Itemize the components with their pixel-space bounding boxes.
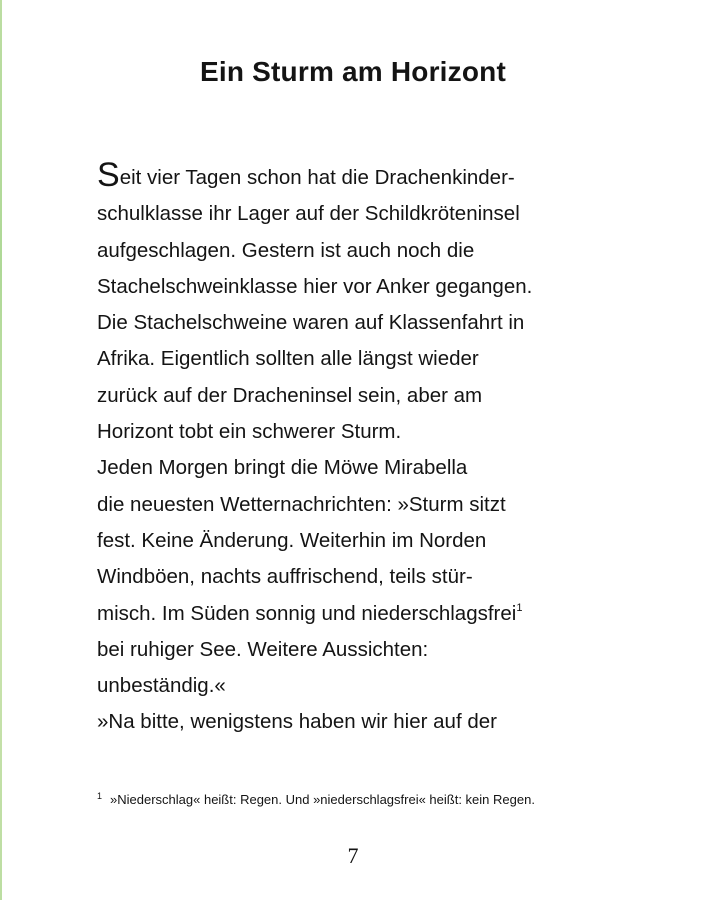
text-line: zurück auf der Dracheninsel sein, aber am — [97, 383, 483, 407]
text-line-content: misch. Im Süden sonnig und niederschlagsfrei — [97, 601, 517, 625]
text-line: schulklasse ihr Lager auf der Schildkröteninsel — [97, 202, 520, 226]
page-edge-strip — [0, 0, 2, 900]
footnote-mark: 1 — [97, 791, 103, 801]
footnote — [97, 791, 657, 807]
text-line: Die Stachelschweine waren auf Klassenfahrt in — [97, 311, 525, 335]
footnote-reference: 1 — [516, 601, 523, 614]
text-line: aufgeschlagen. Gestern ist auch noch die — [97, 238, 475, 262]
text-line: die neuesten Wetternachrichten: »Sturm sitzt — [97, 492, 506, 516]
initial-letter: S — [97, 156, 120, 194]
text-line: unbeständig.« — [97, 674, 226, 698]
text-line: Windböen, nachts auffrischend, teils stür- — [97, 565, 473, 589]
footnote-text: »Niederschlag« heißt: Regen. Und »niederschlagsfrei« heißt: kein Regen. — [110, 792, 535, 807]
text-line: Jeden Morgen bringt die Möwe Mirabella — [97, 456, 468, 480]
text-line: fest. Keine Änderung. Weiterhin im Norden — [97, 528, 487, 552]
text-line-content: eit vier Tagen schon hat die Drachenkinder- — [119, 166, 515, 189]
text-line — [97, 156, 617, 196]
text-line: bei ruhiger See. Weitere Aussichten: — [97, 637, 429, 661]
chapter-title: Ein Sturm am Horizont — [200, 56, 506, 87]
text-line — [97, 596, 617, 632]
page-number: 7 — [347, 843, 359, 868]
text-line: Stachelschweinklasse hier vor Anker gegangen. — [97, 274, 533, 298]
text-line: »Na bitte, wenigstens haben wir hier auf der — [97, 710, 497, 734]
text-line: Afrika. Eigentlich sollten alle längst wieder — [97, 347, 479, 371]
text-line: Horizont tobt ein schwerer Sturm. — [97, 420, 402, 444]
chapter-body-text — [97, 156, 617, 741]
